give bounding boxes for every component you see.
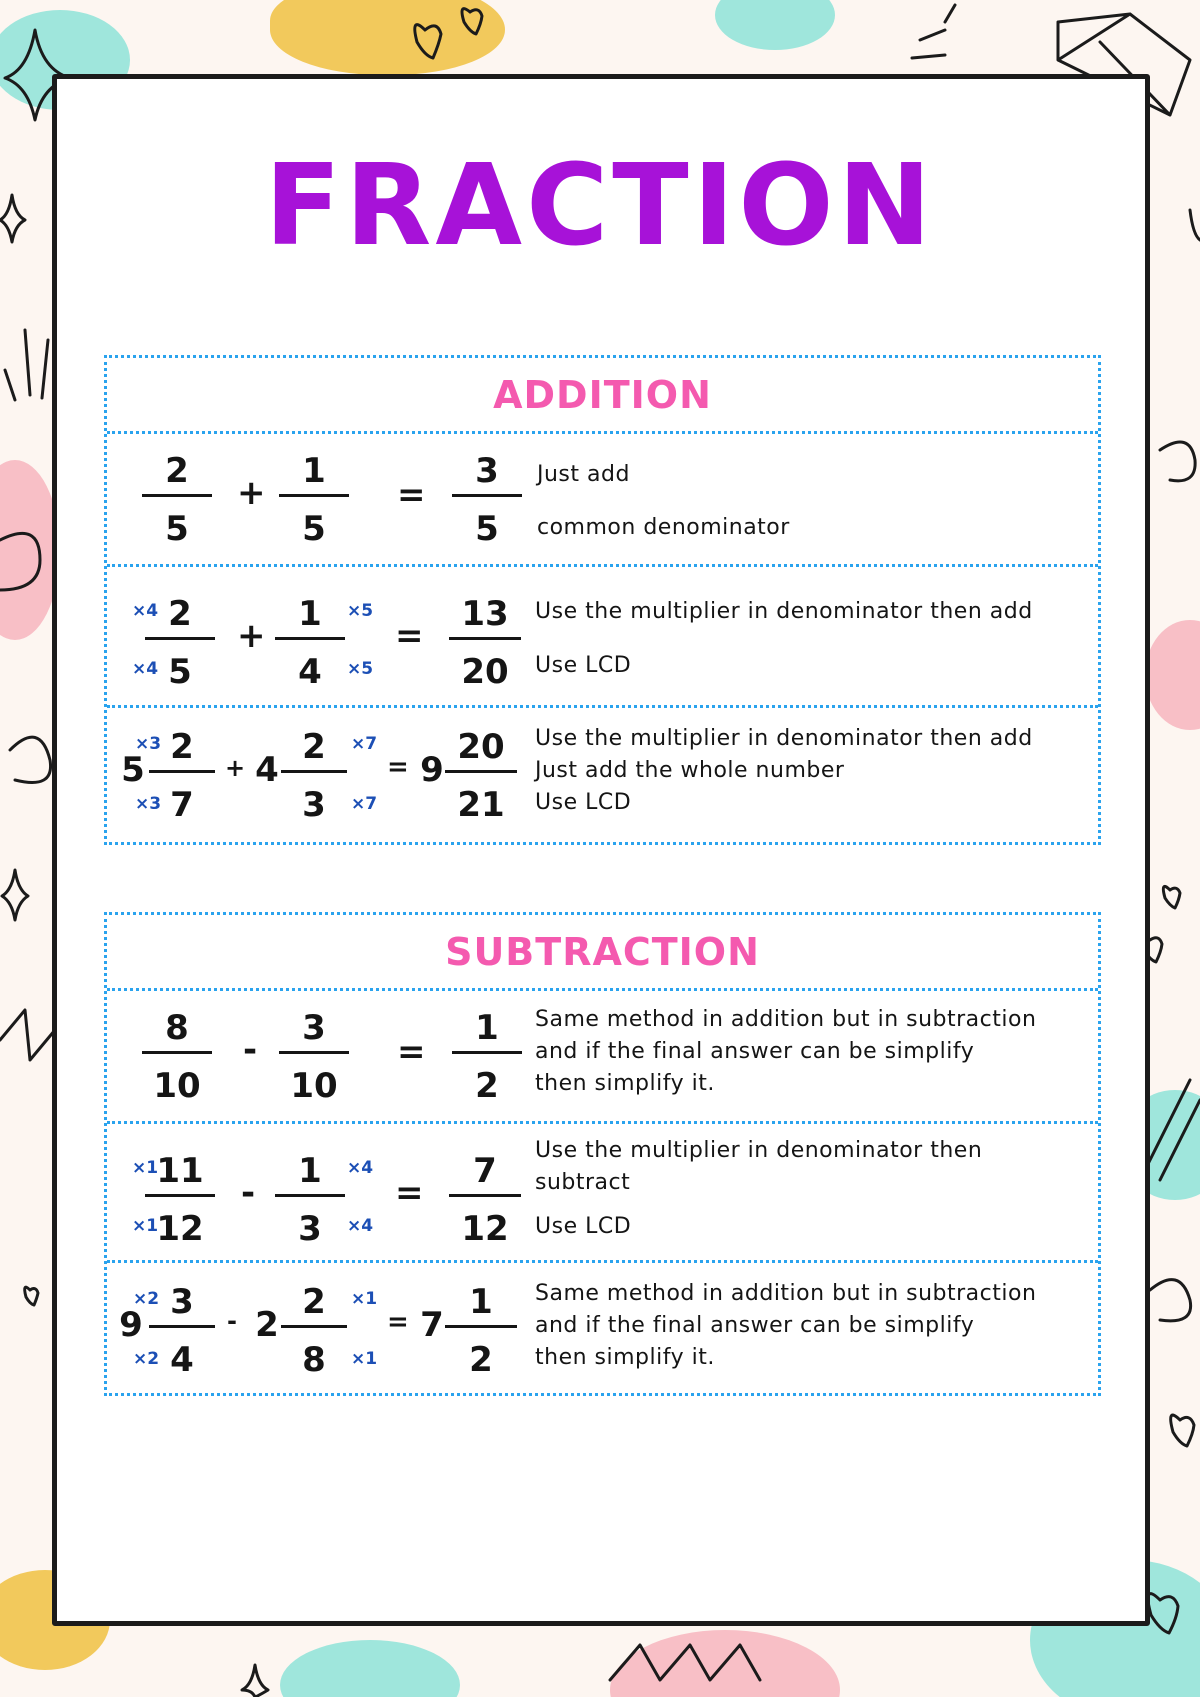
zigzag-icon — [0, 1010, 55, 1060]
minus-operator: - — [227, 1307, 237, 1335]
page-title: FRACTION — [264, 141, 936, 271]
multiplier: ×7 — [351, 734, 378, 754]
denominator: 10 — [290, 1066, 338, 1106]
subtraction-row-3 — [107, 1263, 1098, 1393]
subtraction-row-2 — [107, 1124, 1098, 1263]
equals-operator: = — [387, 752, 409, 782]
whole-number: 7 — [420, 1305, 444, 1345]
plus-operator: + — [237, 616, 266, 656]
result-denominator: 12 — [461, 1209, 509, 1249]
multiplier: ×1 — [351, 1289, 378, 1309]
fraction-bar — [281, 770, 347, 773]
fraction-bar — [275, 1194, 345, 1197]
multiplier: ×3 — [135, 794, 162, 814]
subtraction-heading: SUBTRACTION — [107, 915, 1098, 991]
heart-icon — [462, 9, 482, 34]
fraction-bar — [449, 637, 521, 640]
denominator: 5 — [302, 509, 326, 549]
result-numerator: 1 — [475, 1008, 499, 1048]
multiplier: ×4 — [347, 1158, 374, 1178]
fraction-bar — [449, 1194, 521, 1197]
heart-icon — [1171, 1415, 1194, 1446]
multiplier: ×4 — [347, 1216, 374, 1236]
whole-number: 2 — [255, 1305, 279, 1345]
equals-operator: = — [397, 1032, 426, 1072]
result-numerator: 20 — [457, 727, 505, 767]
heart-icon — [25, 1287, 38, 1305]
explanation-line: Use the multiplier in denominator then add — [535, 599, 1033, 624]
fraction-bar — [145, 1194, 215, 1197]
plus-operator: + — [237, 473, 266, 513]
whole-number: 9 — [119, 1305, 143, 1345]
fraction-bar — [275, 637, 345, 640]
denominator: 7 — [170, 785, 194, 825]
result-numerator: 13 — [461, 594, 509, 634]
result-denominator: 20 — [461, 652, 509, 692]
numerator: 1 — [298, 594, 322, 634]
numerator: 2 — [168, 594, 192, 634]
swirl-icon — [1160, 442, 1195, 481]
addition-row-2 — [107, 567, 1098, 708]
fraction-bar — [142, 1051, 212, 1054]
fraction-bar — [452, 1051, 522, 1054]
numerator: 11 — [156, 1151, 204, 1191]
explanation-line: Use LCD — [535, 653, 632, 678]
numerator: 2 — [302, 727, 326, 767]
burst-lines-icon — [5, 330, 48, 400]
explanation-line: Use LCD — [535, 790, 632, 815]
whole-number: 9 — [420, 750, 444, 790]
addition-row-3 — [107, 708, 1098, 842]
denominator: 12 — [156, 1209, 204, 1249]
fraction-bar — [145, 637, 215, 640]
denominator: 3 — [302, 785, 326, 825]
multiplier: ×1 — [132, 1158, 159, 1178]
multiplier: ×5 — [347, 659, 374, 679]
addition-row-1 — [107, 434, 1098, 567]
result-denominator: 2 — [475, 1066, 499, 1106]
swirl-icon — [0, 533, 40, 590]
fraction-bar — [279, 494, 349, 497]
multiplier: ×4 — [132, 659, 159, 679]
denominator: 8 — [302, 1340, 326, 1380]
equals-operator: = — [397, 475, 426, 515]
fraction-bar — [279, 1051, 349, 1054]
equals-operator: = — [387, 1307, 409, 1337]
explanation-line: common denominator — [537, 515, 790, 540]
result-denominator: 21 — [457, 785, 505, 825]
numerator: 2 — [165, 451, 189, 491]
numerator: 2 — [302, 1282, 326, 1322]
result-numerator: 3 — [475, 451, 499, 491]
swirl-icon — [10, 737, 51, 782]
heart-icon — [415, 25, 441, 58]
multiplier: ×2 — [133, 1349, 160, 1369]
heart-icon — [1148, 1594, 1178, 1633]
explanation-line: and if the final answer can be simplify — [535, 1039, 975, 1064]
result-denominator: 5 — [475, 509, 499, 549]
numerator: 2 — [170, 727, 194, 767]
swirl-icon — [1150, 1280, 1191, 1321]
equals-operator: = — [395, 1173, 424, 1213]
fraction-bar — [149, 1325, 215, 1328]
result-numerator: 7 — [473, 1151, 497, 1191]
fraction-bar — [445, 770, 517, 773]
fraction-bar — [281, 1325, 347, 1328]
numerator: 1 — [298, 1151, 322, 1191]
explanation-line: and if the final answer can be simplify — [535, 1313, 975, 1338]
denominator: 4 — [298, 652, 322, 692]
explanation-line: subtract — [535, 1170, 631, 1195]
addition-heading: ADDITION — [107, 358, 1098, 434]
sparkle-icon — [2, 870, 28, 920]
plus-operator: + — [225, 754, 246, 782]
sparkle-icon — [242, 1665, 268, 1697]
explanation-line: Use the multiplier in denominator then add — [535, 726, 1033, 751]
multiplier: ×3 — [135, 734, 162, 754]
addition-section — [104, 355, 1101, 845]
numerator: 1 — [302, 451, 326, 491]
explanation-line: Just add — [537, 462, 630, 487]
zigzag-icon — [610, 1645, 760, 1680]
minus-operator: - — [243, 1030, 258, 1070]
denominator: 4 — [170, 1340, 194, 1380]
numerator: 8 — [165, 1008, 189, 1048]
multiplier: ×4 — [132, 601, 159, 621]
subtraction-row-1 — [107, 991, 1098, 1124]
numerator: 3 — [170, 1282, 194, 1322]
explanation-line: Use the multiplier in denominator then — [535, 1138, 983, 1163]
result-numerator: 1 — [469, 1282, 493, 1322]
multiplier: ×1 — [351, 1349, 378, 1369]
explanation-line: then simplify it. — [535, 1071, 715, 1096]
explanation-line: Just add the whole number — [535, 758, 845, 783]
fraction-bar — [452, 494, 522, 497]
fraction-bar — [445, 1325, 517, 1328]
denominator: 3 — [298, 1209, 322, 1249]
result-denominator: 2 — [469, 1340, 493, 1380]
multiplier: ×2 — [133, 1289, 160, 1309]
denominator: 5 — [168, 652, 192, 692]
explanation-line: Same method in addition but in subtraction — [535, 1007, 1037, 1032]
multiplier: ×1 — [132, 1216, 159, 1236]
pencil-icon — [1145, 1080, 1200, 1180]
whole-number: 5 — [121, 750, 145, 790]
explanation-line: Same method in addition but in subtraction — [535, 1281, 1037, 1306]
denominator: 10 — [153, 1066, 201, 1106]
equals-operator: = — [395, 616, 424, 656]
fraction-bar — [149, 770, 215, 773]
whole-number: 4 — [255, 750, 279, 790]
numerator: 3 — [302, 1008, 326, 1048]
multiplier: ×7 — [351, 794, 378, 814]
heart-icon — [1163, 886, 1180, 908]
fraction-bar — [142, 494, 212, 497]
explanation-line: then simplify it. — [535, 1345, 715, 1370]
burst-lines-icon — [912, 5, 955, 58]
subtraction-section — [104, 912, 1101, 1396]
denominator: 5 — [165, 509, 189, 549]
multiplier: ×5 — [347, 601, 374, 621]
minus-operator: - — [241, 1173, 256, 1213]
explanation-line: Use LCD — [535, 1214, 632, 1239]
